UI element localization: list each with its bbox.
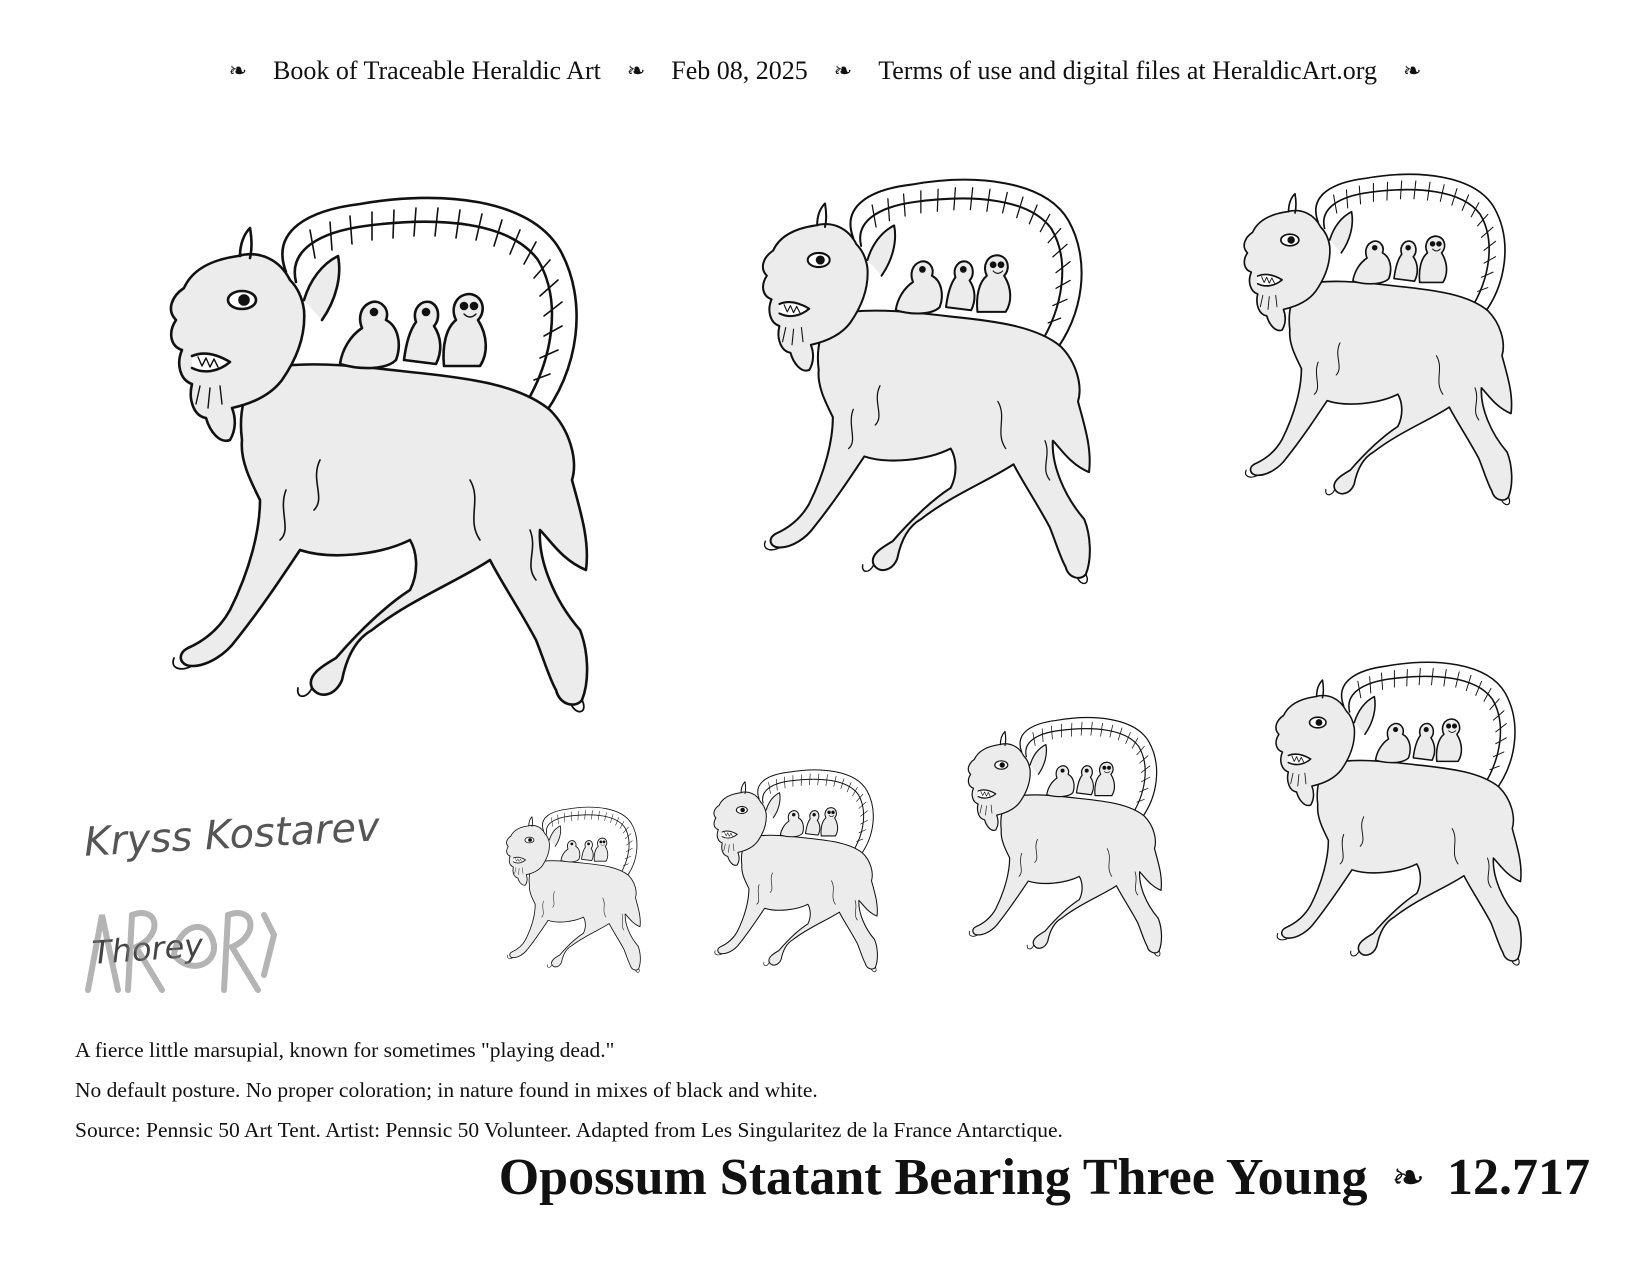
opossum-figure-large	[110, 160, 670, 720]
page-header	[0, 56, 1650, 86]
plate-name: Opossum Statant Bearing Three Young	[498, 1149, 1368, 1206]
artist-signature-2: Thorey	[90, 926, 205, 972]
fleuron-icon: ❧	[833, 58, 853, 83]
fleuron-icon: ❧	[1402, 58, 1422, 83]
opossum-figure-medium	[715, 150, 1155, 590]
rune-mark	[78, 895, 278, 995]
book-title: Book of Traceable Heraldic Art	[273, 56, 601, 85]
plate-number: 12.717	[1447, 1149, 1590, 1206]
opossum-figure-small-1	[487, 795, 667, 975]
fleuron-icon: ❧	[626, 58, 646, 83]
publication-date: Feb 08, 2025	[671, 56, 808, 85]
opossum-figure-small-3	[940, 700, 1200, 960]
opossum-figure-small-4	[1240, 640, 1570, 970]
fleuron-icon: ❧	[228, 58, 248, 83]
opossum-figure-medium-small	[1205, 150, 1565, 510]
description-block	[75, 1030, 1063, 1150]
plate-title	[499, 1148, 1590, 1207]
fleuron-icon: ❧	[1391, 1155, 1425, 1200]
terms-of-use: Terms of use and digital files at HeraldicArt.org	[878, 56, 1377, 85]
description-line: Source: Pennsic 50 Art Tent. Artist: Pennsic 50 Volunteer. Adapted from Les Singularitez de la France Antarctique.	[75, 1118, 1063, 1142]
description-line: No default posture. No proper coloration; in nature found in mixes of black and white.	[75, 1078, 818, 1102]
description-line: A fierce little marsupial, known for sometimes "playing dead."	[75, 1038, 615, 1062]
artist-signature-1: Kryss Kostarev	[82, 804, 381, 866]
opossum-figure-small-2	[690, 755, 910, 975]
